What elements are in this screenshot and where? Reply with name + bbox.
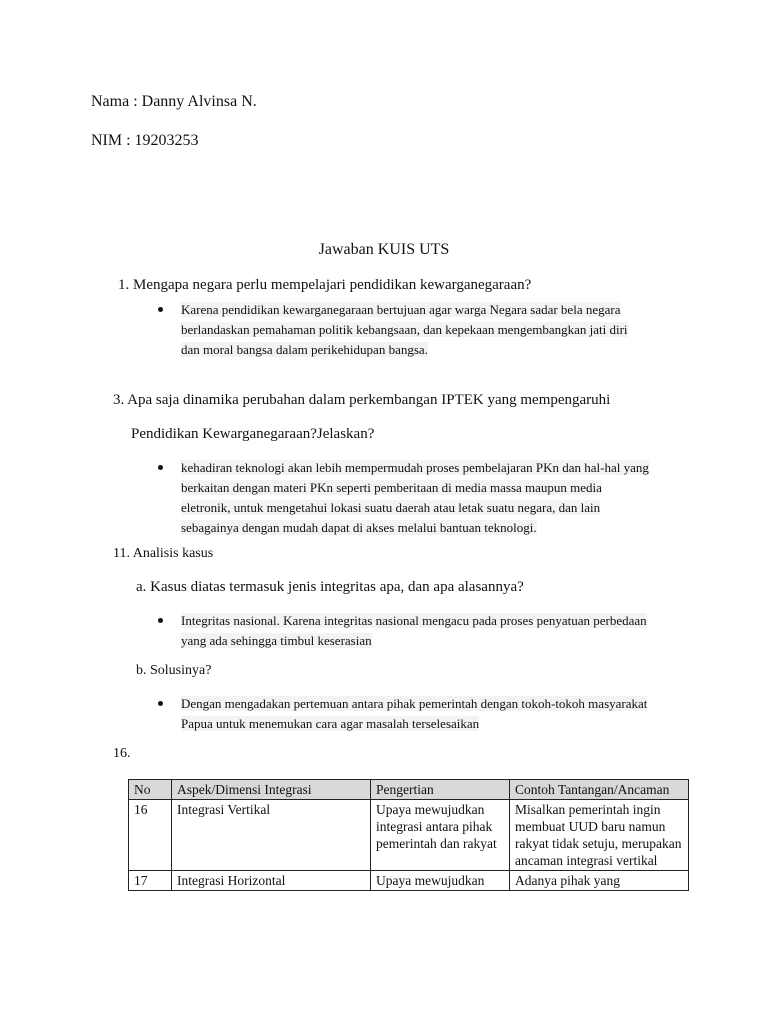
answer-11b [158, 694, 698, 736]
question-11-heading: 11. Analisis kasus [113, 546, 214, 561]
answer-11a [158, 611, 698, 653]
answer-1 [158, 300, 678, 362]
integration-table [128, 779, 689, 891]
col-header-aspek: Aspek/Dimensi Integrasi [172, 780, 371, 800]
cell-pengertian: Upaya mewujudkan integrasi antara pihak pemerintah dan rakyat [371, 800, 510, 871]
question-3-line2: Pendidikan Kewarganegaraan?Jelaskan? [131, 426, 375, 442]
cell-aspek: Integrasi Vertikal [172, 800, 371, 871]
cell-no: 17 [129, 871, 172, 891]
answer-1-line: Karena pendidikan kewarganegaraan bertujuan agar warga Negara sadar bela negara [181, 302, 621, 317]
bullet-icon [158, 701, 163, 706]
bullet-icon [158, 465, 163, 470]
student-nim: NIM : 19203253 [91, 132, 199, 149]
answer-3-line: berkaitan dengan materi PKn seperti pemberitaan di media massa maupun media [181, 480, 602, 495]
cell-no: 16 [129, 800, 172, 871]
answer-11b-line: Dengan mengadakan pertemuan antara pihak pemerintah dengan tokoh-tokoh masyarakat [181, 696, 648, 711]
answer-11a-line: yang ada sehingga timbul keserasian [181, 633, 372, 648]
table-row [129, 800, 689, 871]
answer-3 [158, 458, 698, 540]
page-title: Jawaban KUIS UTS [318, 241, 450, 258]
question-3-line1: 3. Apa saja dinamika perubahan dalam perkembangan IPTEK yang mempengaruhi [113, 392, 611, 408]
question-16-heading: 16. [113, 746, 131, 761]
student-name: Nama : Danny Alvinsa N. [91, 93, 257, 110]
bullet-icon [158, 307, 163, 312]
answer-11b-line: Papua untuk menemukan cara agar masalah terselesaikan [181, 716, 480, 731]
table-row [129, 871, 689, 891]
question-1: 1. Mengapa negara perlu mempelajari pendidikan kewarganegaraan? [118, 277, 532, 293]
col-header-no: No [129, 780, 172, 800]
cell-contoh: Misalkan pemerintah ingin membuat UUD baru namun rakyat tidak setuju, merupakan ancaman integrasi vertikal [510, 800, 689, 871]
answer-11a-line: Integritas nasional. Karena integritas nasional mengacu pada proses penyatuan perbedaan [181, 613, 647, 628]
col-header-pengertian: Pengertian [371, 780, 510, 800]
answer-1-line: berlandaskan pemahaman politik kebangsaan, dan kepekaan mengembangkan jati diri [181, 322, 628, 337]
answer-1-line: dan moral bangsa dalam perikehidupan bangsa. [181, 342, 428, 357]
answer-3-line: kehadiran teknologi akan lebih mempermudah proses pembelajaran PKn dan hal-hal yang [181, 460, 649, 475]
bullet-icon [158, 618, 163, 623]
question-11b: b. Solusinya? [136, 663, 212, 678]
cell-contoh: Adanya pihak yang [510, 871, 689, 891]
question-11a: a. Kasus diatas termasuk jenis integritas apa, dan apa alasannya? [136, 579, 524, 595]
cell-aspek: Integrasi Horizontal [172, 871, 371, 891]
table-header-row [129, 780, 689, 800]
cell-pengertian: Upaya mewujudkan [371, 871, 510, 891]
answer-3-line: eletronik, untuk mengetahui lokasi suatu daerah atau letak suatu negara, dan lain [181, 500, 601, 515]
answer-3-line: sebagainya dengan mudah dapat di akses melalui bantuan teknologi. [181, 520, 537, 535]
col-header-contoh: Contoh Tantangan/Ancaman [510, 780, 689, 800]
